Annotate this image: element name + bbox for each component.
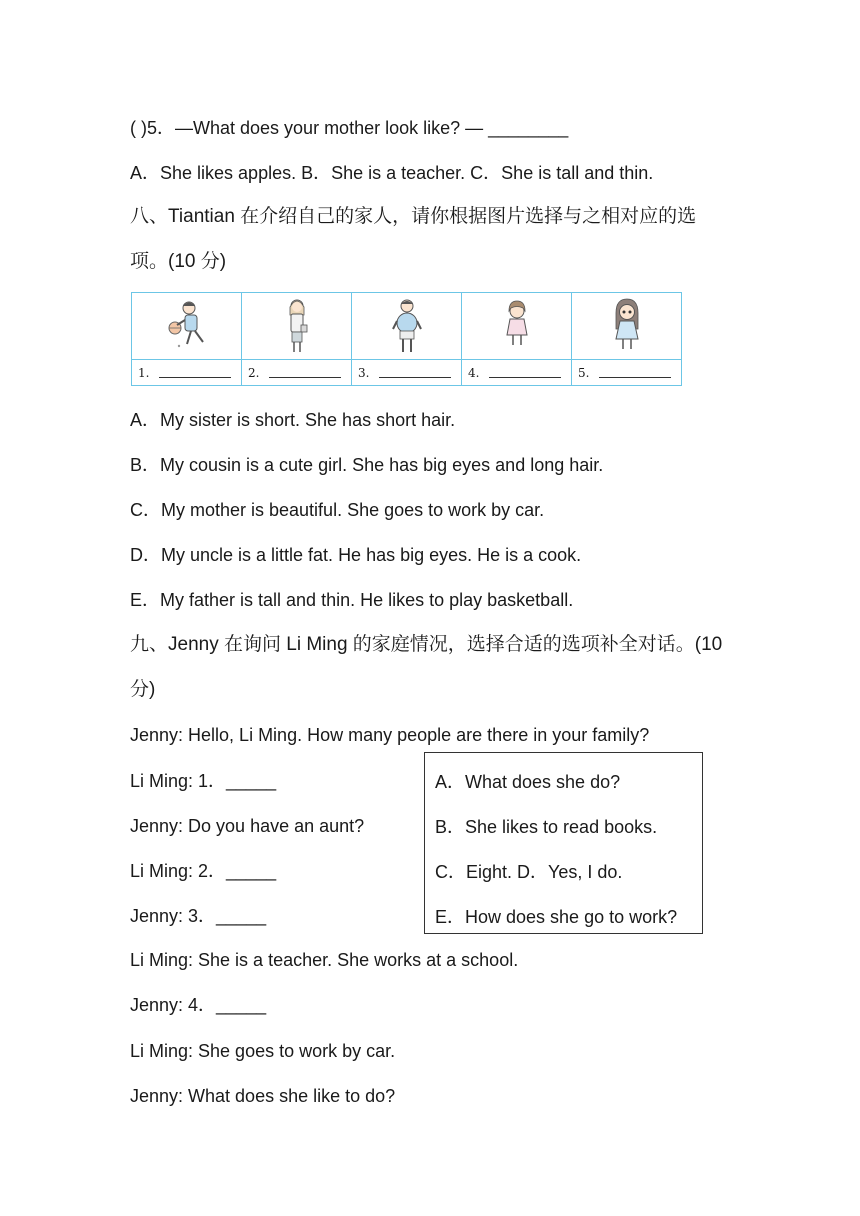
answer-blank bbox=[269, 367, 341, 378]
picture-cell-5 bbox=[572, 293, 681, 385]
cell-number: 2. bbox=[248, 365, 260, 380]
dialogue-line: Jenny: Hello, Li Ming. How many people are there in your family? bbox=[130, 725, 650, 745]
section-9-title-line1: 九、Jenny 在询问 Li Ming 的家庭情况，选择合适的选项补全对话。(10 bbox=[130, 634, 723, 655]
dialogue-line: Li Ming: She goes to work by car. bbox=[130, 1041, 396, 1061]
picture-cell-1 bbox=[132, 293, 242, 385]
mother-icon bbox=[277, 297, 317, 355]
section-8-option-c: C．My mother is beautiful. She goes to work by car. bbox=[130, 500, 545, 520]
dialogue-line: Jenny: 3．_____ bbox=[130, 906, 267, 926]
box-option-e: E．How does she go to work? bbox=[435, 907, 678, 927]
dialogue-line: Jenny: 4．_____ bbox=[130, 995, 267, 1015]
box-option-b: B．She likes to read books. bbox=[435, 817, 658, 837]
box-option-a: A．What does she do? bbox=[435, 772, 621, 792]
dialogue-line: Jenny: What does she like to do? bbox=[130, 1086, 396, 1106]
question-5 bbox=[130, 116, 568, 140]
options-box bbox=[424, 752, 703, 934]
answer-blank bbox=[379, 367, 451, 378]
section-9-title-line2: 分) bbox=[130, 679, 156, 700]
cell-number: 4. bbox=[468, 365, 480, 380]
dialogue-line: Li Ming: 2．_____ bbox=[130, 861, 277, 881]
section-8-title-line1: 八、Tiantian 在介绍自己的家人，请你根据图片选择与之相对应的选 bbox=[130, 206, 697, 227]
uncle-icon bbox=[387, 297, 427, 355]
section-8-option-d: D．My uncle is a little fat. He has big eyes. He is a cook. bbox=[130, 545, 582, 565]
question-5-options: A．She likes apples. B．She is a teacher. C．She is tall and thin. bbox=[130, 163, 654, 183]
picture-cell-4 bbox=[462, 293, 572, 385]
sister-icon bbox=[497, 297, 537, 355]
dialogue-line: Jenny: Do you have an aunt? bbox=[130, 816, 365, 836]
picture-table bbox=[131, 292, 682, 386]
question-5-text: —What does your mother look like? — bbox=[175, 118, 489, 138]
section-8-option-e: E．My father is tall and thin. He likes to play basketball. bbox=[130, 590, 574, 610]
cell-number: 1. bbox=[138, 365, 150, 380]
section-8-option-a: A．My sister is short. She has short hair. bbox=[130, 410, 456, 430]
box-option-c-d: C．Eight. D．Yes, I do. bbox=[435, 862, 623, 882]
picture-cell-2 bbox=[242, 293, 352, 385]
cell-number: 5. bbox=[578, 365, 590, 380]
picture-cell-3 bbox=[352, 293, 462, 385]
answer-blank bbox=[489, 367, 561, 378]
dialogue-line: Li Ming: She is a teacher. She works at a school. bbox=[130, 950, 519, 970]
cell-number: 3. bbox=[358, 365, 370, 380]
answer-blank bbox=[599, 367, 671, 378]
cousin-icon bbox=[607, 297, 647, 355]
answer-paren: ( )5． bbox=[130, 118, 175, 138]
section-8-title-line2: 项。(10 分) bbox=[130, 251, 227, 272]
father-basketball-icon bbox=[157, 298, 217, 354]
section-8-option-b: B．My cousin is a cute girl. She has big eyes and long hair. bbox=[130, 455, 604, 475]
answer-blank: ________ bbox=[488, 118, 569, 138]
dialogue-line: Li Ming: 1．_____ bbox=[130, 771, 277, 791]
answer-blank bbox=[159, 367, 231, 378]
